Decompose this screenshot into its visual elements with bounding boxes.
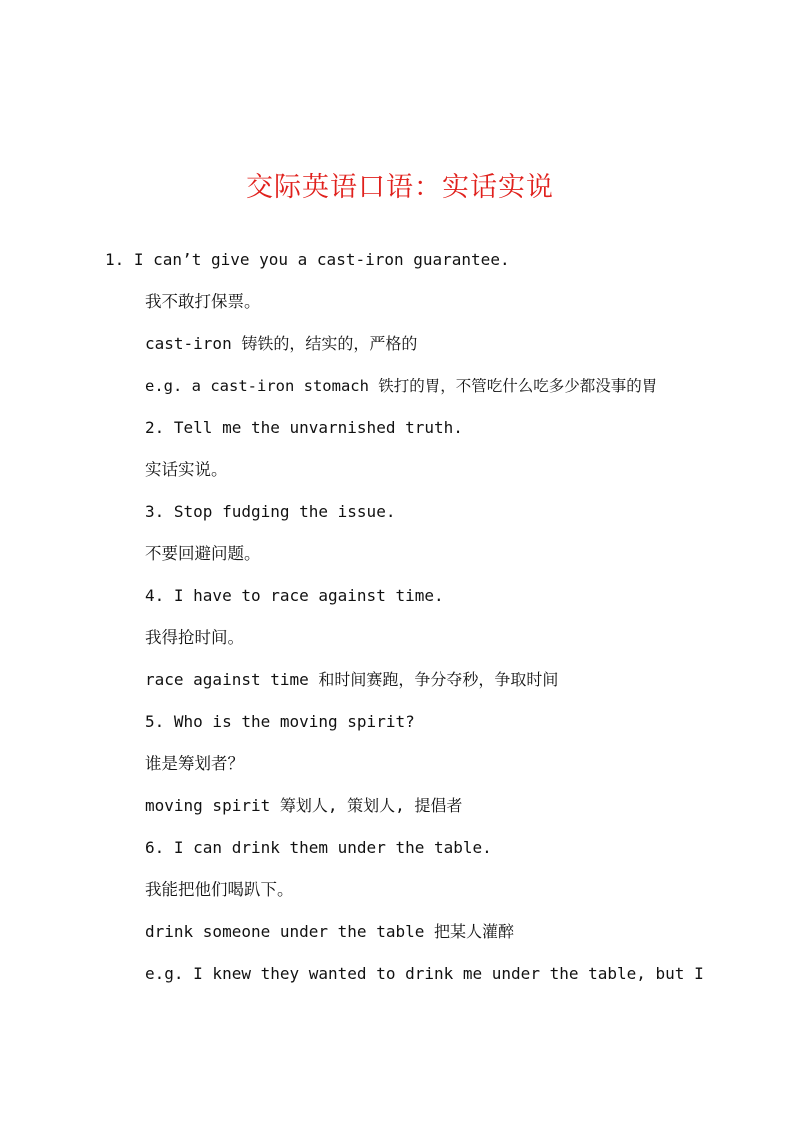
- body-line: 谁是筹划者？: [145, 754, 244, 773]
- body-line: e.g. I knew they wanted to drink me under the table, but I: [145, 964, 704, 983]
- body-line: 我得抢时间。: [145, 628, 244, 647]
- body-line: 2. Tell me the unvarnished truth.: [145, 418, 463, 437]
- body-line: 6. I can drink them under the table.: [145, 838, 492, 857]
- body-line: drink someone under the table 把某人灌醉: [145, 922, 514, 941]
- body-line: 1. I can’t give you a cast-iron guarantee.: [105, 250, 510, 269]
- body-line: 我能把他们喝趴下。: [145, 880, 294, 899]
- body-line: 我不敢打保票。: [145, 292, 261, 311]
- document-body: [0, 242, 800, 998]
- page-title: 交际英语口语：实话实说: [246, 172, 554, 203]
- body-line: 5. Who is the moving spirit?: [145, 712, 415, 731]
- body-line: 实话实说。: [145, 460, 228, 479]
- body-line: 不要回避问题。: [145, 544, 261, 563]
- body-line: moving spirit 筹划人, 策划人, 提倡者: [145, 796, 463, 815]
- body-line: cast-iron 铸铁的，结实的，严格的: [145, 334, 418, 353]
- body-line: 3. Stop fudging the issue.: [145, 502, 396, 521]
- body-line: 4. I have to race against time.: [145, 586, 444, 605]
- body-line: e.g. a cast-iron stomach 铁打的胃，不管吃什么吃多少都没事的胃: [145, 377, 658, 395]
- body-line: race against time 和时间赛跑，争分夺秒，争取时间: [145, 670, 559, 689]
